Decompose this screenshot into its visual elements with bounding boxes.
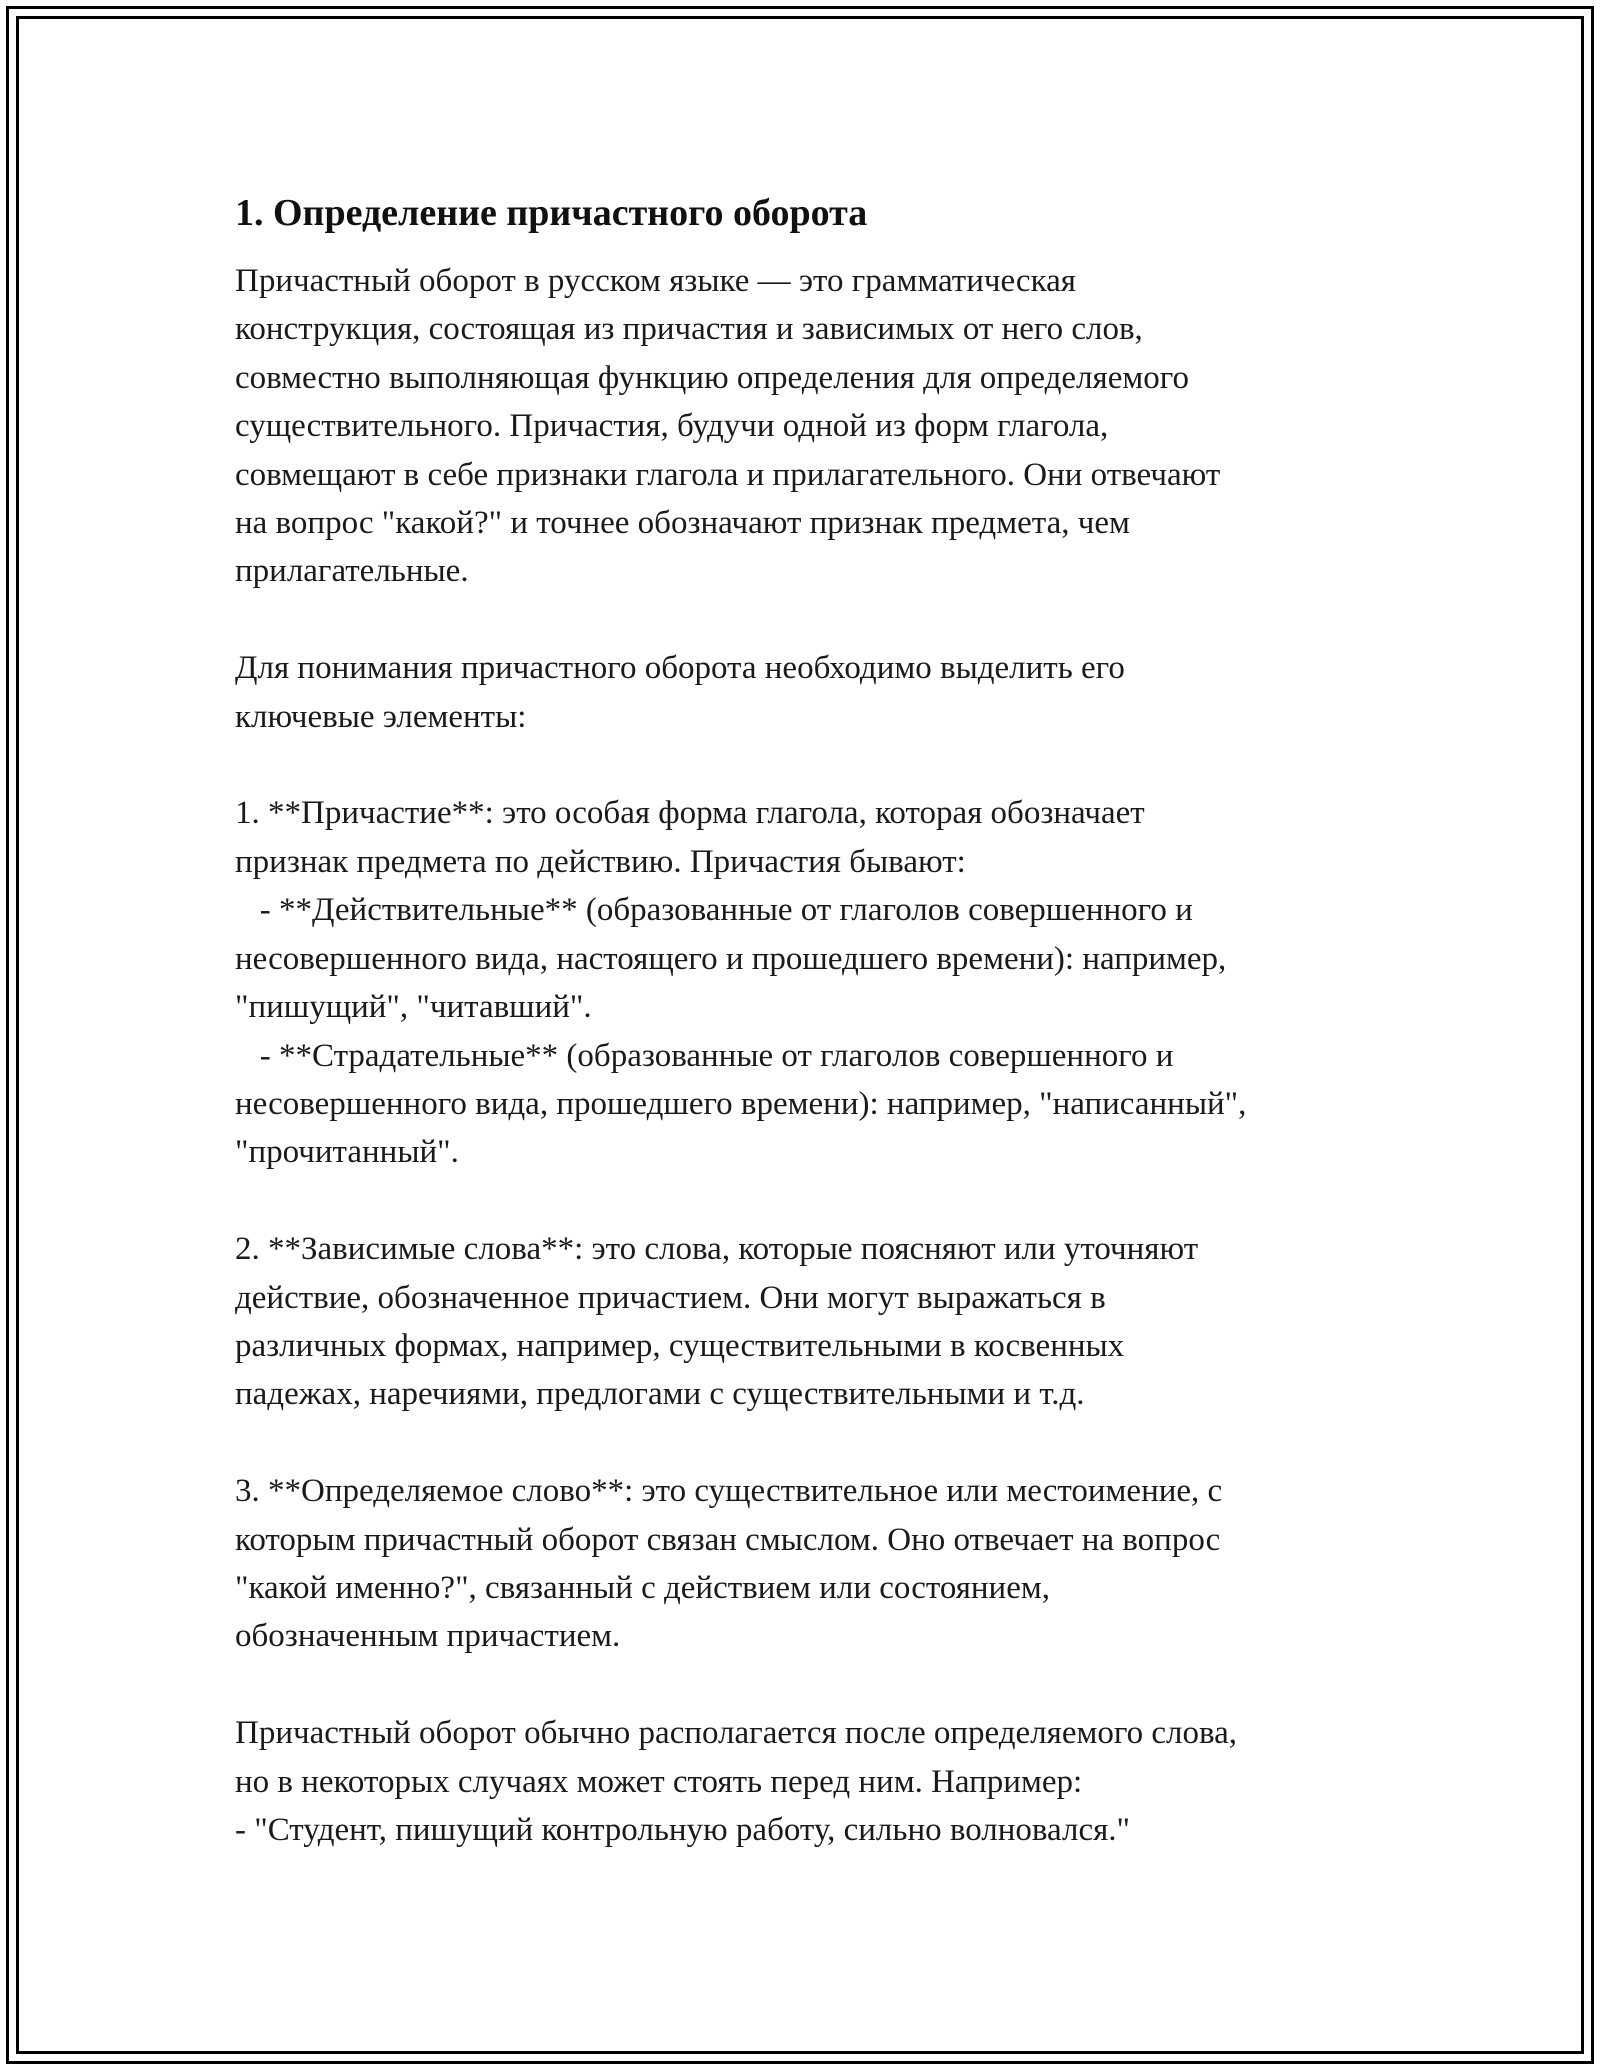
section-heading: 1. Определение причастного оборота [235, 192, 868, 234]
section-body-text: Причастный оборот в русском языке — это грамматическая конструкция, состоящая из причастия и зависимых от него слов, совместно выполняющая функцию определения для определяемого существительного. Причастия, будучи одной из форм глагола, совмещают в себе признаки глагола и прилагательного. Они отвечают на вопрос "какой?" и точнее обозначают признак предмета, чем прилагательные. Для понимания причастного оборота необходимо выделить его ключевые элементы: 1. **Причастие**: это особая форма глагола, которая обозначает признак предмета по действию. Причастия бывают: - **Действительные** (образованные от глаголов совершенного и несовершенного вида, настоящего и прошедшего времени): например, "пишущий", "читавший". - **Страдательные** (образованные от глаголов совершенного и несовершенного вида, прошедшего времени): например, "написанный", "прочитанный". 2. **Зависимые слова**: это слова, которые поясняют или уточняют действие, обозначенное причастием. Они могут выражаться в различных формах, например, существительными в косвенных падежах, наречиями, предлогами с существительными и т.д. 3. **Определяемое слово**: это существительное или местоимение, с которым причастный оборот связан смыслом. Оно отвечает на вопрос "какой именно?", связанный с действием или состоянием, обозначенным причастием. Причастный оборот обычно располагается после определяемого слова, но в некоторых случаях может стоять перед ним. Например: - "Студент, пишущий контрольную работу, сильно волновался." [235, 263, 1247, 1848]
document-content [235, 187, 1415, 1854]
